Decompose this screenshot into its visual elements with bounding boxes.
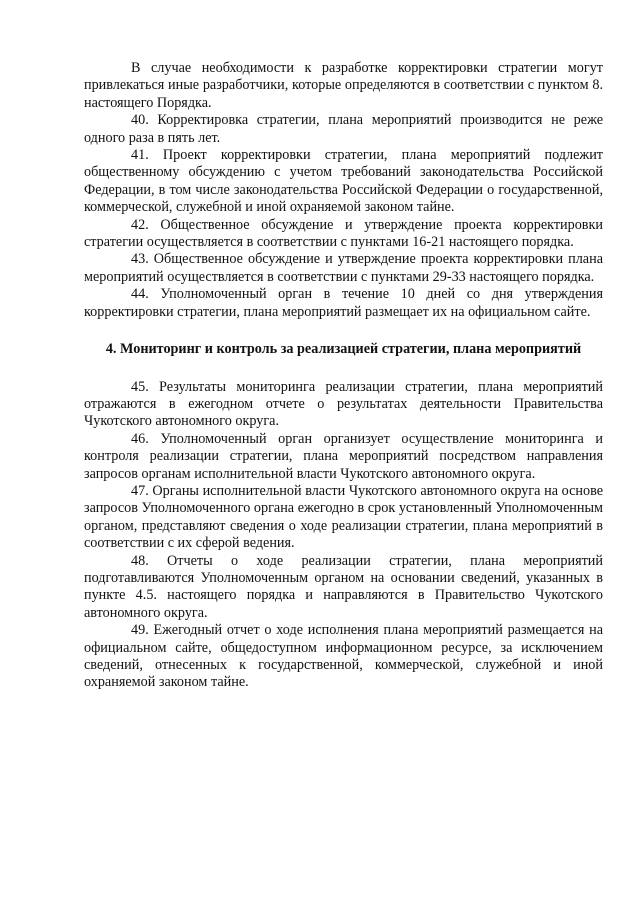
paragraph-developers: В случае необходимости к разработке корректировки стратегии могут привлекаться иные разработчики, которые определяются в соответствии с пунктом 8. настоящего Порядка. [84,60,603,111]
paragraph-40: 40. Корректировка стратегии, плана мероприятий производится не реже одного раза в пять лет. [84,112,603,146]
paragraph-45: 45. Результаты мониторинга реализации стратегии, плана мероприятий отражаются в ежегодном отчете о результатах деятельности Правительства Чукотского автономного округа. [84,378,603,430]
document-body [84,60,603,692]
paragraph-43: 43. Общественное обсуждение и утверждение проекта корректировки плана мероприятий осуществляется в соответствии с пунктами 29-33 настоящего порядка. [84,251,603,285]
paragraph-42: 42. Общественное обсуждение и утверждение проекта корректировки стратегии осуществляется в соответствии с пунктами 16-21 настоящего порядка. [84,216,603,251]
paragraph-49: 49. Ежегодный отчет о ходе исполнения плана мероприятий размещается на официальном сайте, общедоступном информационном ресурсе, за исключением сведений, отнесенных к государственной, коммерческой, служебной и иной охраняемой законом тайне. [84,622,603,691]
paragraph-46: 46. Уполномоченный орган организует осуществление мониторинга и контроля реализации стратегии, плана мероприятий посредством направления запросов органам исполнительной власти Чукотского автономного округа. [84,430,603,482]
paragraph-48: 48. Отчеты о ходе реализации стратегии, плана мероприятий подготавливаются Уполномоченным органом на основании сведений, указанных в пункте 4.5. настоящего порядка и направляются в Правительство Чукотского автономного округа. [84,552,603,621]
paragraph-44: 44. Уполномоченный орган в течение 10 дней со дня утверждения корректировки стратегии, плана мероприятий размещает их на официальном сайте. [84,286,603,320]
section-heading: 4. Мониторинг и контроль за реализацией стратегии, плана мероприятий [105,341,582,358]
paragraph-47: 47. Органы исполнительной власти Чукотского автономного округа на основе запросов Уполномоченного органа ежегодно в срок установленный Уполномоченным органом, представляют сведения о ходе реализации стратегии, плана мероприятий в соответствии с их сферой ведения. [84,482,603,552]
paragraph-41: 41. Проект корректировки стратегии, плана мероприятий подлежит общественному обсуждению с учетом требований законодательства Российской Федерации, в том числе законодательства Российской Федерации о государственной, коммерческой, служебной и иной охраняемой законом тайне. [84,147,603,216]
